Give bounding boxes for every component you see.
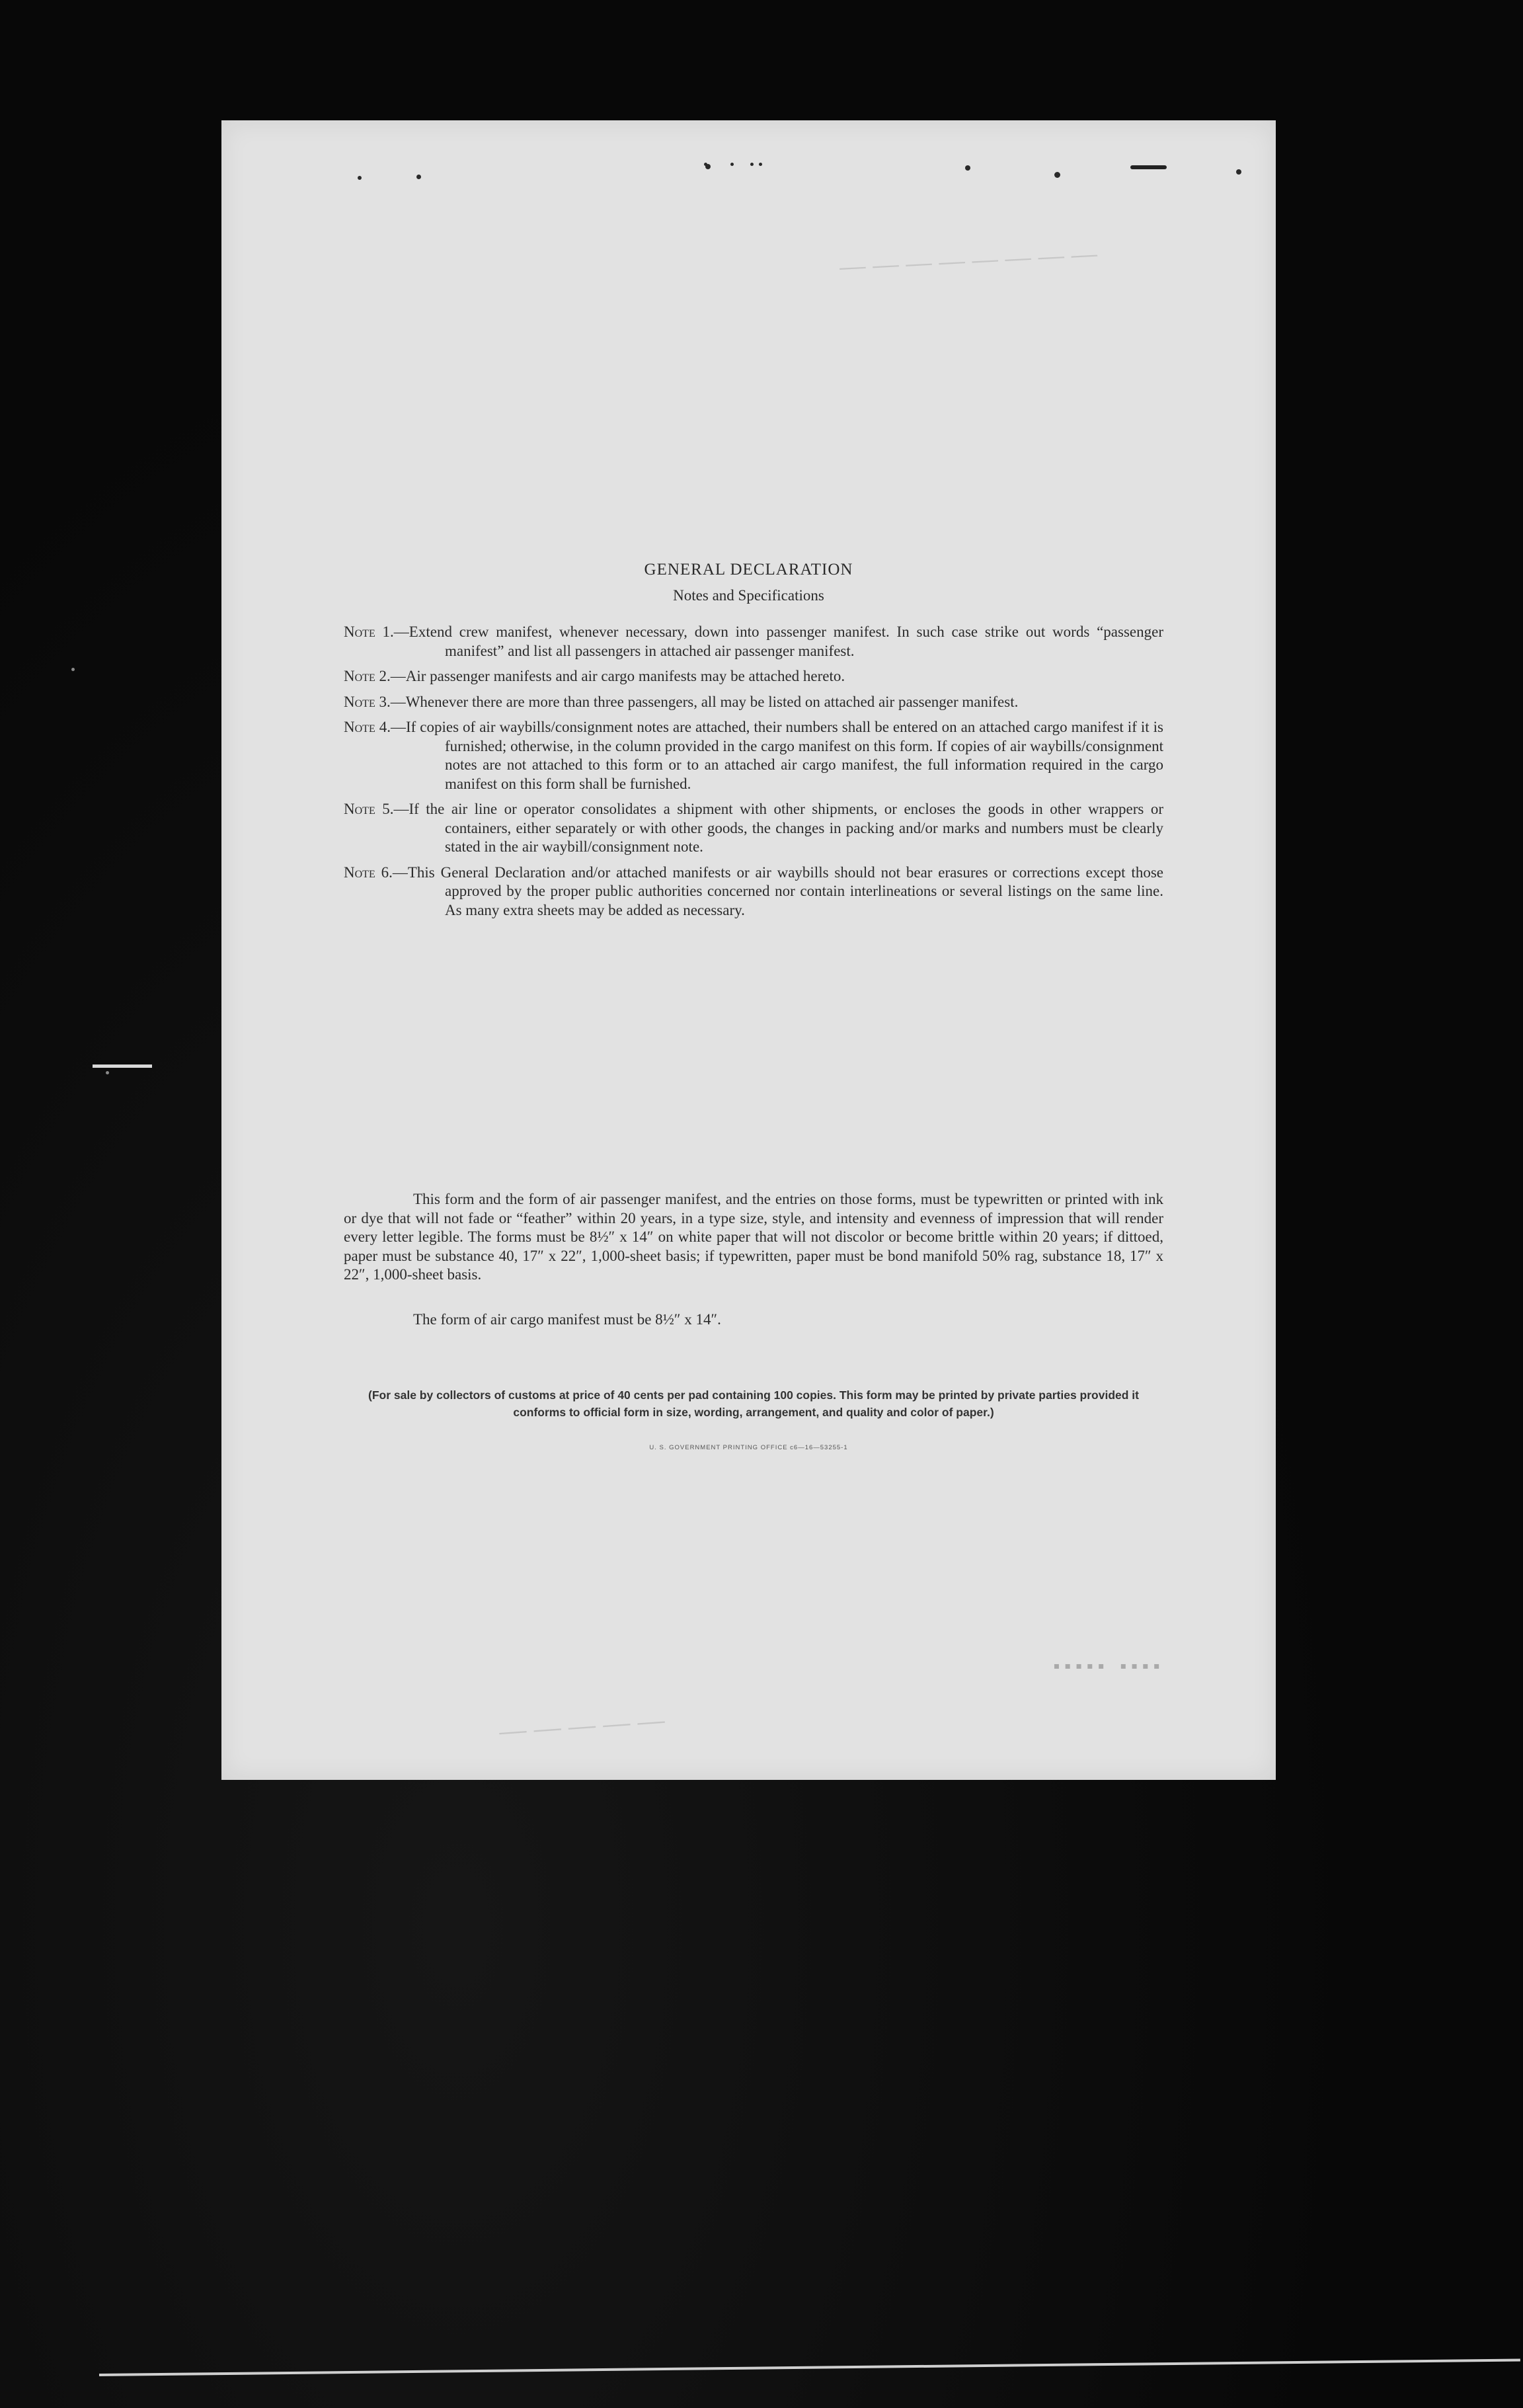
- note-text: —Whenever there are more than three passengers, all may be listed on attached air passenger manifest.: [390, 693, 1019, 710]
- note-label: Note 2.: [344, 668, 391, 684]
- note-label: Note 3.: [344, 693, 391, 710]
- scan-speck: [106, 1071, 109, 1074]
- document-subtitle: Notes and Specifications: [673, 587, 824, 604]
- note-item: [344, 693, 1163, 712]
- note-text: —This General Declaration and/or attached manifests or air waybills should not bear erasures or corrections except those approved by the proper public authorities concerned nor contain interlineations or several listings on the same line. As many extra sheets may be added as necessary.: [392, 863, 1163, 918]
- speck: [1054, 172, 1060, 178]
- form-requirements-paragraph: This form and the form of air passenger manifest, and the entries on those forms, must be typewritten or printed with ink or dye that will not fade or “feather” within 20 years, in a type size, style, and intensity and evenness of impression that will render every letter legible. The forms must be 8½″ x 14″ on white paper that will not discolor or become brittle within 20 years; if dittoed, paper must be substance 40, 17″ x 22″, 1,000-sheet basis; if typewritten, paper must be bond manifold 50% rag, substance 18, 17″ x 22″, 1,000-sheet basis.: [344, 1191, 1163, 1283]
- note-label: Note 5.: [344, 801, 394, 817]
- speck: [750, 163, 754, 166]
- speck: [1236, 169, 1241, 175]
- document-title: GENERAL DECLARATION: [644, 561, 853, 579]
- note-text: —Extend crew manifest, whenever necessary, down into passenger manifest. In such case strike out words “passenger manifest” and list all passengers in attached air passenger manifest.: [393, 623, 1163, 659]
- speck: [965, 165, 970, 171]
- note-text: —If copies of air waybills/consignment notes are attached, their numbers shall be entered on an attached cargo manifest if it is furnished; otherwise, in the column provided in the cargo manifest on this form. If copies of air waybills/consignment notes are not attached to this form or to an attached air cargo manifest, the full information required in the cargo manifest on this form shall be furnished.: [390, 719, 1163, 792]
- note-item: [344, 667, 1163, 686]
- speck: [705, 164, 711, 169]
- note-label: Note 4.: [344, 719, 391, 735]
- note-item: [344, 623, 1163, 661]
- speck: [358, 176, 362, 180]
- scan-mark: [93, 1064, 152, 1068]
- speck: [759, 163, 762, 166]
- document-page: [221, 120, 1276, 1780]
- notes-list: [344, 623, 1163, 926]
- note-label: Note 1.: [344, 623, 394, 640]
- bleed-through-handwriting: — — — — —: [498, 1702, 666, 1747]
- cargo-manifest-size-line: The form of air cargo manifest must be 8½″ x 14″.: [413, 1311, 721, 1328]
- note-item: [344, 863, 1163, 920]
- scan-speck: [71, 668, 75, 671]
- speck: [416, 175, 421, 179]
- note-item: [344, 800, 1163, 857]
- printing-office-line: U. S. GOVERNMENT PRINTING OFFICE c6—16—53255-1: [649, 1444, 848, 1451]
- bleed-through-handwriting: — — — — — — — —: [838, 236, 1098, 283]
- note-text: —Air passenger manifests and air cargo manifests may be attached hereto.: [390, 668, 845, 684]
- note-text: —If the air line or operator consolidates a shipment with other shipments, or encloses the goods in other wrappers or containers, either separately or with other goods, the changes in packing and/or marks and numbers must be clearly stated in the air waybill/consignment note.: [393, 801, 1163, 855]
- note-label: Note 6.: [344, 863, 393, 881]
- speck: [730, 163, 734, 166]
- note-item: [344, 718, 1163, 793]
- bleed-through-stamp: ▪▪▪▪▪ ▪▪▪▪: [1051, 1658, 1163, 1678]
- ink-mark: [1130, 165, 1167, 169]
- sale-note: (For sale by collectors of customs at price of 40 cents per pad containing 100 copies. This form may be printed by private parties provided it conforms to official form in size, wording, arrangement, and quality and color of paper.): [368, 1388, 1139, 1419]
